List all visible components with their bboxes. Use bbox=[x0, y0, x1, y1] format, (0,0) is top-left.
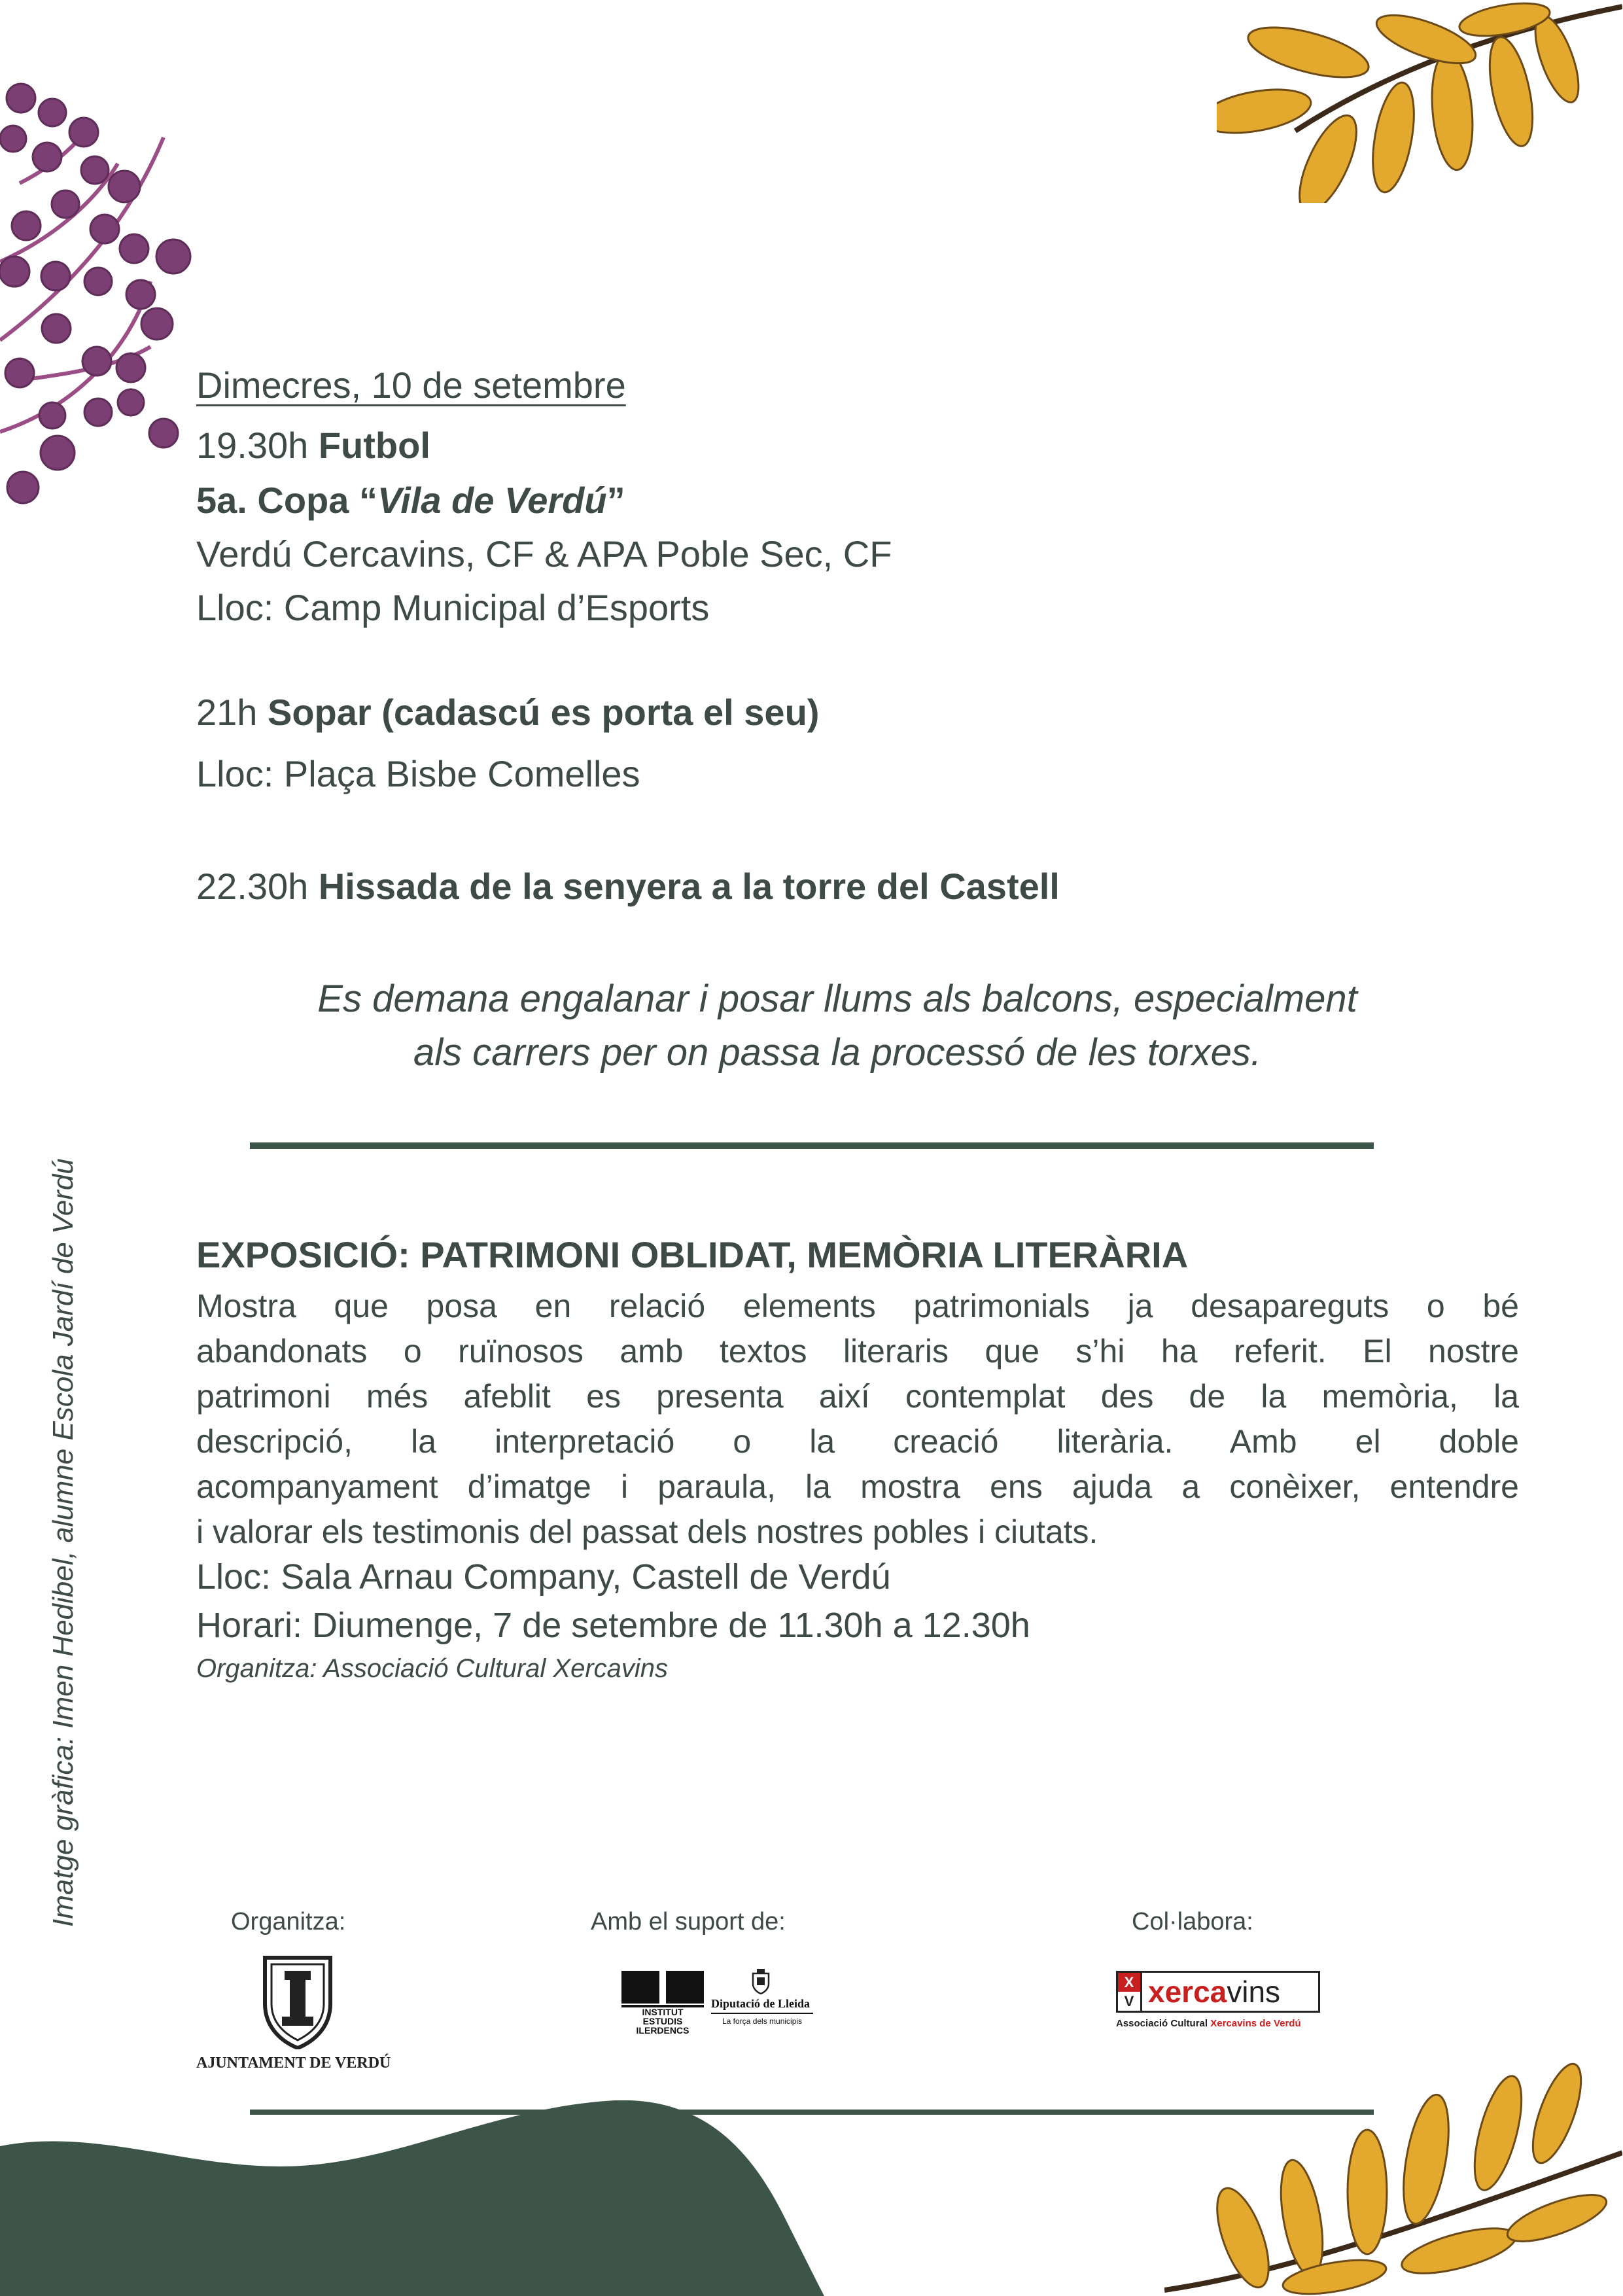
balcony-note bbox=[157, 972, 1518, 1080]
leaves-illustration-bottom bbox=[1164, 2061, 1622, 2296]
exhibition-line: i valorar els testimonis del passat dels nostres pobles i ciutats. bbox=[196, 1513, 1098, 1550]
organizer-value: : Associació Cultural Xercavins bbox=[309, 1654, 669, 1683]
flag-time: 22.30h bbox=[196, 866, 309, 907]
ajuntament-name: AJUNTAMENT DE VERDÚ bbox=[196, 2055, 391, 2072]
cup-name bbox=[196, 474, 625, 527]
football-place: Lloc: Camp Municipal d’Esports bbox=[196, 587, 710, 628]
cup-title: Vila de Verdú bbox=[377, 480, 607, 521]
event-date: Dimecres, 10 de setembre bbox=[196, 364, 626, 406]
xercavins-word-b: vins bbox=[1227, 1975, 1281, 2009]
diputacio-tagline: La força dels municipis bbox=[722, 2017, 803, 2026]
diputacio-crest-icon bbox=[751, 1968, 771, 1994]
xercavins-sub-a: Associació Cultural bbox=[1116, 2018, 1211, 2029]
footer-collabora-label: Col·labora: bbox=[1132, 1908, 1253, 1935]
xercavins-mark-bottom: V bbox=[1124, 1993, 1134, 2009]
dinner-place: Lloc: Plaça Bisbe Comelles bbox=[196, 753, 640, 794]
football-teams: Verdú Cercavins, CF & APA Poble Sec, CF bbox=[196, 533, 892, 574]
flag-title: Hissada de la senyera a la torre del Castell bbox=[318, 866, 1060, 907]
footer-divider bbox=[250, 2110, 1374, 2115]
diputacio-name: Diputació de Lleida bbox=[711, 1997, 811, 2010]
exhibition-line: patrimoni més afeblit es presenta així contemplat des de la memòria, la bbox=[196, 1378, 1519, 1415]
leaves-illustration-top bbox=[1217, 0, 1622, 203]
exhibition-line: Mostra que posa en relació elements patrimonials ja desapareguts o bé bbox=[196, 1288, 1519, 1324]
exhibition-organizer bbox=[196, 1654, 668, 1684]
xercavins-mark bbox=[1118, 1973, 1142, 2011]
dinner-time: 21h bbox=[196, 692, 258, 733]
dinner-title: Sopar (cadascú es porta el seu) bbox=[268, 692, 820, 733]
iei-line-2: ESTUDIS bbox=[642, 2016, 683, 2026]
exhibition-line: acompanyament d’imatge i paraula, la mostra ens ajuda a conèixer, entendre bbox=[196, 1468, 1519, 1505]
organizer-label: Organitza bbox=[196, 1654, 310, 1683]
flag-line bbox=[196, 860, 1060, 913]
football-line bbox=[196, 419, 430, 472]
xercavins-word-a: xerca bbox=[1148, 1975, 1227, 2009]
football-title: Futbol bbox=[318, 425, 430, 466]
xercavins-sub-b: Xercavins de Verdú bbox=[1210, 2018, 1301, 2029]
xercavins-mark-top: X bbox=[1118, 1973, 1140, 1992]
exhibition-line: abandonats o ruïnosos amb textos literaris que s’hi ha referit. El nostre bbox=[196, 1333, 1519, 1369]
berries-illustration bbox=[0, 65, 209, 523]
image-credit: Imatge gràfica: Imen Hedibel, alumne Escola Jardí de Verdú bbox=[47, 1158, 79, 1927]
xercavins-word bbox=[1148, 1974, 1280, 2009]
exhibition-place: Lloc: Sala Arnau Company, Castell de Verdú bbox=[196, 1557, 891, 1597]
football-time: 19.30h bbox=[196, 425, 309, 466]
cup-suffix: ” bbox=[606, 480, 625, 521]
exhibition-schedule: Horari: Diumenge, 7 de setembre de 11.30h a 12.30h bbox=[196, 1606, 1030, 1645]
xercavins-subtitle bbox=[1116, 2018, 1301, 2029]
iei-line-1: INSTITUT bbox=[642, 2007, 684, 2017]
xercavins-logo bbox=[1116, 1971, 1320, 2013]
exhibition-title: EXPOSICIÓ: PATRIMONI OBLIDAT, MEMÒRIA LITERÀRIA bbox=[196, 1234, 1189, 1275]
ajuntament-shield-logo bbox=[258, 1951, 337, 2049]
note-line-2: als carrers per on passa la processó de les torxes. bbox=[413, 1031, 1261, 1074]
bottom-wave bbox=[0, 2100, 850, 2296]
footer-organitza-label: Organitza: bbox=[231, 1908, 346, 1935]
dinner-line bbox=[196, 686, 819, 739]
footer-suport-label: Amb el suport de: bbox=[591, 1908, 786, 1935]
note-line-1: Es demana engalanar i posar llums als balcons, especialment bbox=[317, 978, 1357, 1020]
iei-line-3: ILERDENCS bbox=[636, 2025, 689, 2036]
exhibition-line: descripció, la interpretació o la creació literària. Amb el doble bbox=[196, 1423, 1519, 1460]
section-divider bbox=[250, 1142, 1374, 1149]
iei-text bbox=[621, 2007, 704, 2035]
diputacio-divider bbox=[711, 2013, 813, 2014]
exhibition-description bbox=[196, 1284, 1519, 1555]
cup-prefix: 5a. Copa “ bbox=[196, 480, 377, 521]
